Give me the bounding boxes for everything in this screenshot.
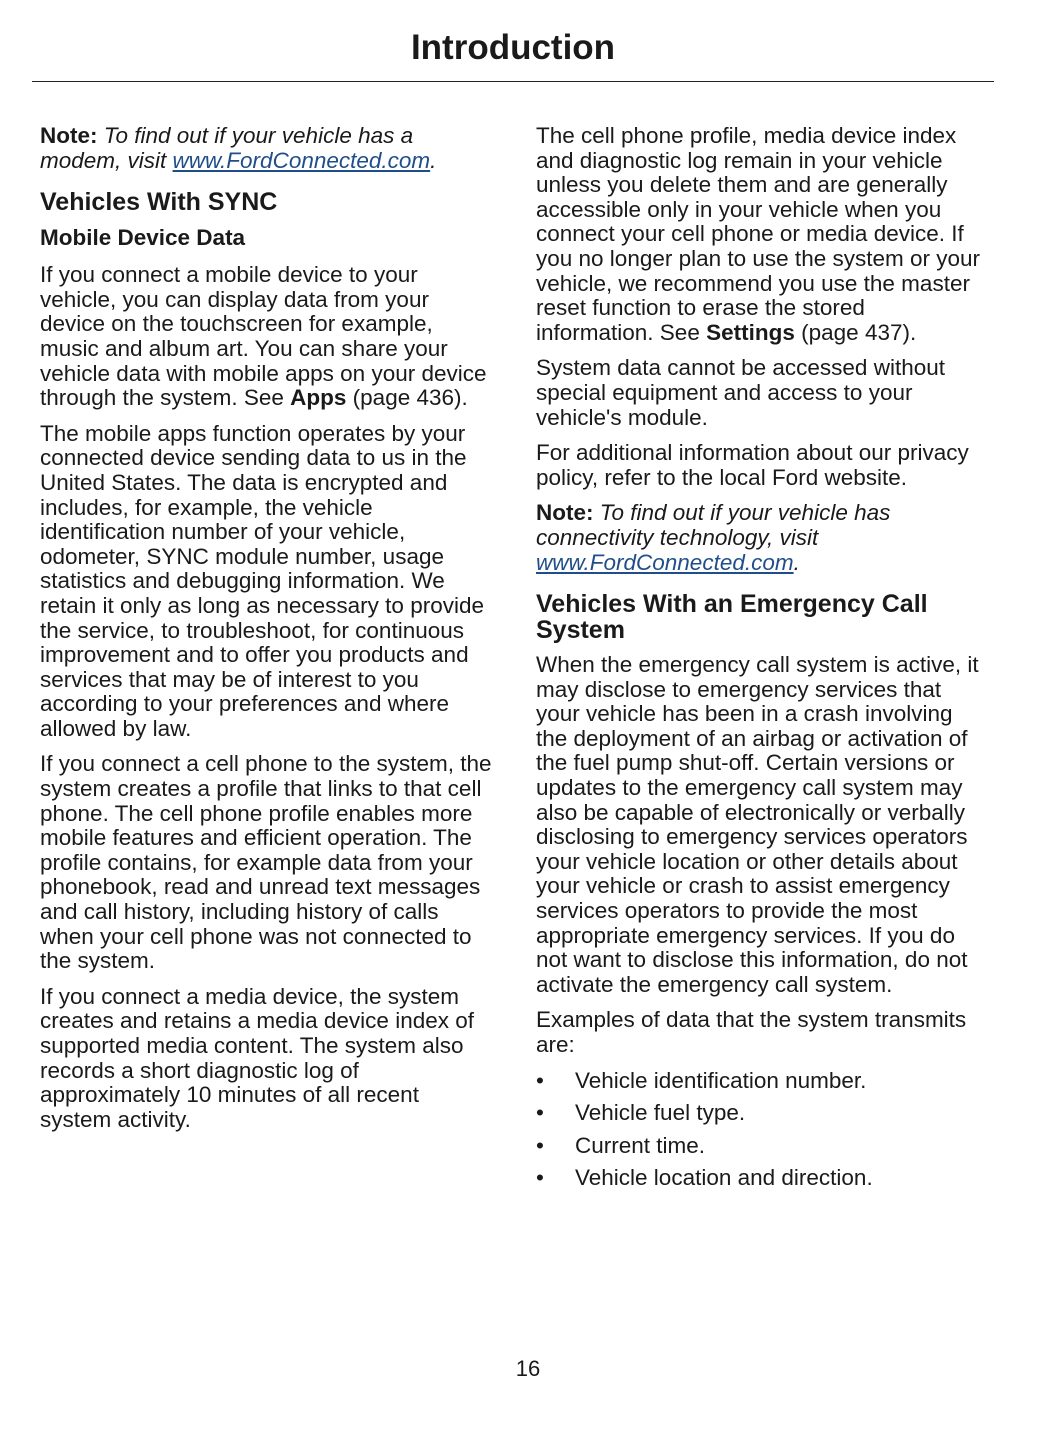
paragraph-mobile-device [40, 263, 492, 411]
paragraph-profile-retention [536, 124, 988, 345]
subheading-mobile-device-data: Mobile Device Data [40, 225, 246, 251]
paragraph-text: The cell phone profile, media device index and diagnostic log remain in your vehicle unless you delete them and are generally accessible only in your vehicle when you connect your cell phone or media device. If you no longer plan to use the system or your vehicle, we recommend you use the master reset function to erase the stored information. See [536, 123, 981, 345]
fordconnected-link[interactable]: www.FordConnected.com [172, 147, 431, 173]
note-end: . [793, 549, 800, 575]
list-item-text: Vehicle fuel type. [575, 1100, 746, 1126]
note-label: Note: [40, 123, 98, 148]
list-item [536, 1166, 988, 1191]
list-item [536, 1134, 988, 1159]
list-item-text: Vehicle location and direction. [575, 1165, 873, 1191]
note-text: To find out if your vehicle has connectivity technology, visit [536, 500, 891, 550]
paragraph-system-data: System data cannot be accessed without special equipment and access to your vehicle's module. [536, 355, 945, 430]
page-number: 16 [515, 1356, 541, 1381]
fordconnected-link[interactable]: www.FordConnected.com [536, 549, 794, 575]
bullet-icon: • [536, 1165, 544, 1191]
page-header [32, 0, 994, 82]
page-reference: (page 437). [801, 319, 917, 345]
paragraph-cell-phone: If you connect a cell phone to the system, the system creates a profile that links to that cell phone. The cell phone profile enables more mobile features and efficient operation. The profile contains, for example data from your phonebook, read and unread text messages and call history, including history of calls when your cell phone was not connected to the system. [40, 751, 492, 974]
list-item-text: Vehicle identification number. [575, 1067, 867, 1093]
paragraph-examples-intro: Examples of data that the system transmits are: [536, 1007, 967, 1057]
list-item [536, 1101, 988, 1126]
heading-vehicles-with-sync: Vehicles With SYNC [40, 188, 278, 217]
note-text: To find out if your vehicle has a modem, visit [40, 123, 414, 173]
paragraph-emergency-call: When the emergency call system is active, it may disclose to emergency services that your vehicle has been in a crash involving the deployment of an airbag or activation of the fuel pump shut-off. Certain versions or updates to the emergency call system may also be capable of electronically or verbally disclosing to emergency services operators your vehicle location or other details about your vehicle or crash to assist emergency services operators to provide the most appropriate emergency services. If you do not want to disclose this information, do not activate the emergency call system. [536, 652, 979, 997]
note-end: . [430, 147, 437, 173]
list-item [536, 1069, 988, 1094]
bullet-icon: • [536, 1132, 544, 1158]
right-column [536, 124, 988, 1199]
list-item-text: Current time. [575, 1132, 706, 1158]
transmitted-data-list [536, 1069, 988, 1191]
bullet-icon: • [536, 1100, 544, 1126]
page-title: Introduction [410, 28, 616, 67]
paragraph-text: If you connect a mobile device to your vehicle, you can display data from your device on the touchscreen for example, music and album art. You can share your vehicle data with mobile apps on your device through the system. See [40, 262, 487, 411]
left-column [40, 124, 492, 1143]
page-reference: (page 436). [352, 385, 468, 411]
paragraph-mobile-apps: The mobile apps function operates by your connected device sending data to us in the United States. The data is encrypted and includes, for example, the vehicle identification number of your vehicle, odometer, SYNC module number, usage statistics and debugging information. We retain it only as long as necessary to provide the service, to troubleshoot, for continuous improvement and to offer you products and services that may be of interest to you according to your preferences and where allowed by law. [40, 420, 484, 741]
note-label: Note: [536, 500, 594, 526]
heading-emergency-call-system: Vehicles With an Emergency Call System [536, 590, 928, 645]
apps-reference[interactable]: Apps [290, 385, 347, 411]
paragraph-media-device: If you connect a media device, the system creates and retains a media device index of supported media content. The system also records a short diagnostic log of approximately 10 minutes of all recent system activity. [40, 983, 475, 1132]
bullet-icon: • [536, 1067, 544, 1093]
settings-reference[interactable]: Settings [706, 319, 795, 345]
paragraph-privacy-policy: For additional information about our privacy policy, refer to the local Ford website. [536, 440, 969, 490]
note-connectivity [536, 501, 988, 575]
note-modem [40, 124, 492, 173]
